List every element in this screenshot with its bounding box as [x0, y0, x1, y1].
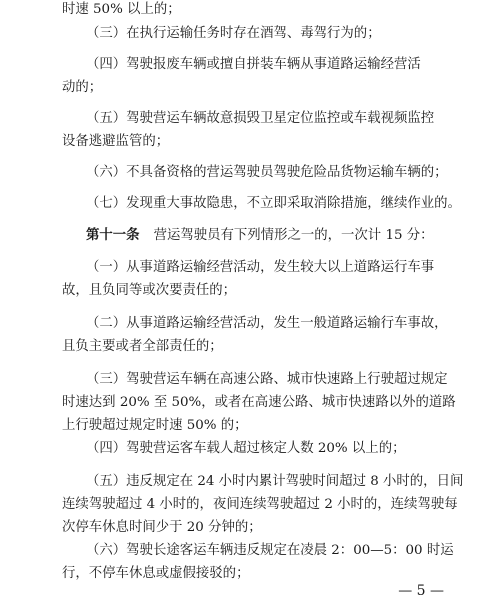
- text-line: 连续驾驶超过 4 小时的，夜间连续驾驶超过 2 小时的，连续驾驶每: [62, 497, 458, 512]
- text-line: （五）驾驶营运车辆故意损毁卫星定位监控或车载视频监控: [86, 111, 435, 126]
- page-number: — 5 —: [398, 583, 444, 599]
- text-line: 次停车休息时间少于 20 分钟的；: [62, 520, 262, 535]
- text-line: （七）发现重大事故隐患，不立即采取消除措施，继续作业的。: [86, 196, 461, 211]
- text-line: （二）从事道路运输经营活动，发生一般道路运输行车事故，: [86, 316, 448, 331]
- text-line: 且负主要或者全部责任的；: [62, 339, 223, 354]
- text-line: 设备逃避监管的；: [62, 134, 170, 149]
- text-line: 动的；: [62, 80, 103, 95]
- text-line: （五）违反规定在 24 小时内累计驾驶时间超过 8 小时的，日间: [86, 474, 464, 489]
- text-line: 时速 50% 以上的；: [62, 2, 181, 17]
- text-line: （六）驾驶长途客运车辆违反规定在凌晨 2：00—5：00 时运: [86, 543, 454, 558]
- text-line: 故，且负同等或次要责任的；: [62, 283, 237, 298]
- text-line: 上行驶超过规定时速 50% 的；: [62, 418, 248, 433]
- text-line: （一）从事道路运输经营活动，发生较大以上道路运行车事: [86, 260, 435, 275]
- text-line: （三）驾驶营运车辆在高速公路、城市快速路上行驶超过规定: [86, 372, 448, 387]
- text-line: （四）驾驶营运客车载人超过核定人数 20% 以上的；: [86, 441, 406, 456]
- article-heading-line: [0, 227, 500, 244]
- text-line: 行，不停车休息或虚假接驳的；: [62, 566, 250, 581]
- text-line: 时速达到 20% 至 50%，或者在高速公路、城市快速路以外的道路: [62, 395, 456, 410]
- article-number: 第十一条: [86, 227, 140, 243]
- text-line: （四）驾驶报废车辆或擅自拼装车辆从事道路运输经营活: [86, 57, 421, 72]
- article-text: 营运驾驶员有下列情形之一的，一次计 15 分：: [153, 228, 434, 243]
- text-line: （六）不具备资格的营运驾驶员驾驶危险品货物运输车辆的；: [86, 165, 448, 180]
- text-line: （三）在执行运输任务时存在酒驾、毒驾行为的；: [86, 26, 381, 41]
